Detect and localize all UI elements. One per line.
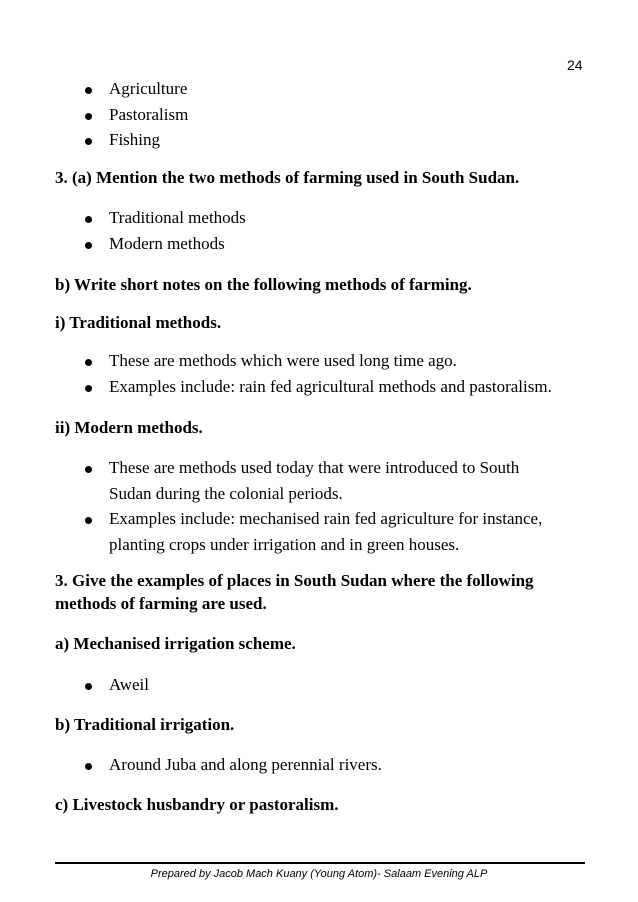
- livestock-heading: c) Livestock husbandry or pastoralism.: [55, 795, 339, 814]
- bullet-list: [0, 205, 560, 256]
- bullet-list: [0, 348, 560, 399]
- bullet-list: [0, 76, 560, 153]
- page-number: 24: [567, 57, 583, 73]
- list-item: Fishing: [0, 127, 560, 153]
- list-item: These are methods used today that were introduced to South Sudan during the colonial periods.: [0, 455, 560, 506]
- list-item: Agriculture: [0, 76, 560, 102]
- footer-divider: [55, 862, 585, 864]
- footer-text: Prepared by Jacob Mach Kuany (Young Atom)- Salaam Evening ALP: [150, 868, 488, 880]
- list-item: Examples include: mechanised rain fed agriculture for instance, planting crops under irrigation and in green houses.: [0, 506, 560, 557]
- bullet-icon: [85, 385, 92, 392]
- bullet-list: [0, 672, 560, 698]
- list-item: Around Juba and along perennial rivers.: [0, 752, 560, 778]
- bullet-icon: [85, 216, 92, 223]
- bullet-icon: [85, 113, 92, 120]
- mechanised-irrigation-heading: a) Mechanised irrigation scheme.: [55, 634, 296, 653]
- question-3-places-heading: 3. Give the examples of places in South Sudan where the following methods of farming are used.: [55, 571, 534, 613]
- list-item: Modern methods: [0, 231, 560, 257]
- list-item: Traditional methods: [0, 205, 560, 231]
- modern-methods-heading: ii) Modern methods.: [55, 418, 203, 437]
- list-item: Examples include: rain fed agricultural methods and pastoralism.: [0, 374, 560, 400]
- bullet-icon: [85, 763, 92, 770]
- bullet-icon: [85, 466, 92, 473]
- traditional-methods-heading: i) Traditional methods.: [55, 313, 222, 332]
- bullet-list: [0, 752, 560, 778]
- traditional-irrigation-heading: b) Traditional irrigation.: [55, 715, 235, 734]
- bullet-icon: [85, 359, 92, 366]
- question-3b-heading: b) Write short notes on the following methods of farming.: [55, 275, 472, 294]
- bullet-icon: [85, 242, 92, 249]
- bullet-icon: [85, 517, 92, 524]
- bullet-list: [0, 455, 560, 557]
- question-3a-heading: 3. (a) Mention the two methods of farming used in South Sudan.: [55, 168, 520, 187]
- bullet-icon: [85, 138, 92, 145]
- list-item: Pastoralism: [0, 102, 560, 128]
- list-item: These are methods which were used long time ago.: [0, 348, 560, 374]
- bullet-icon: [85, 87, 92, 94]
- bullet-icon: [85, 683, 92, 690]
- list-item: Aweil: [0, 672, 560, 698]
